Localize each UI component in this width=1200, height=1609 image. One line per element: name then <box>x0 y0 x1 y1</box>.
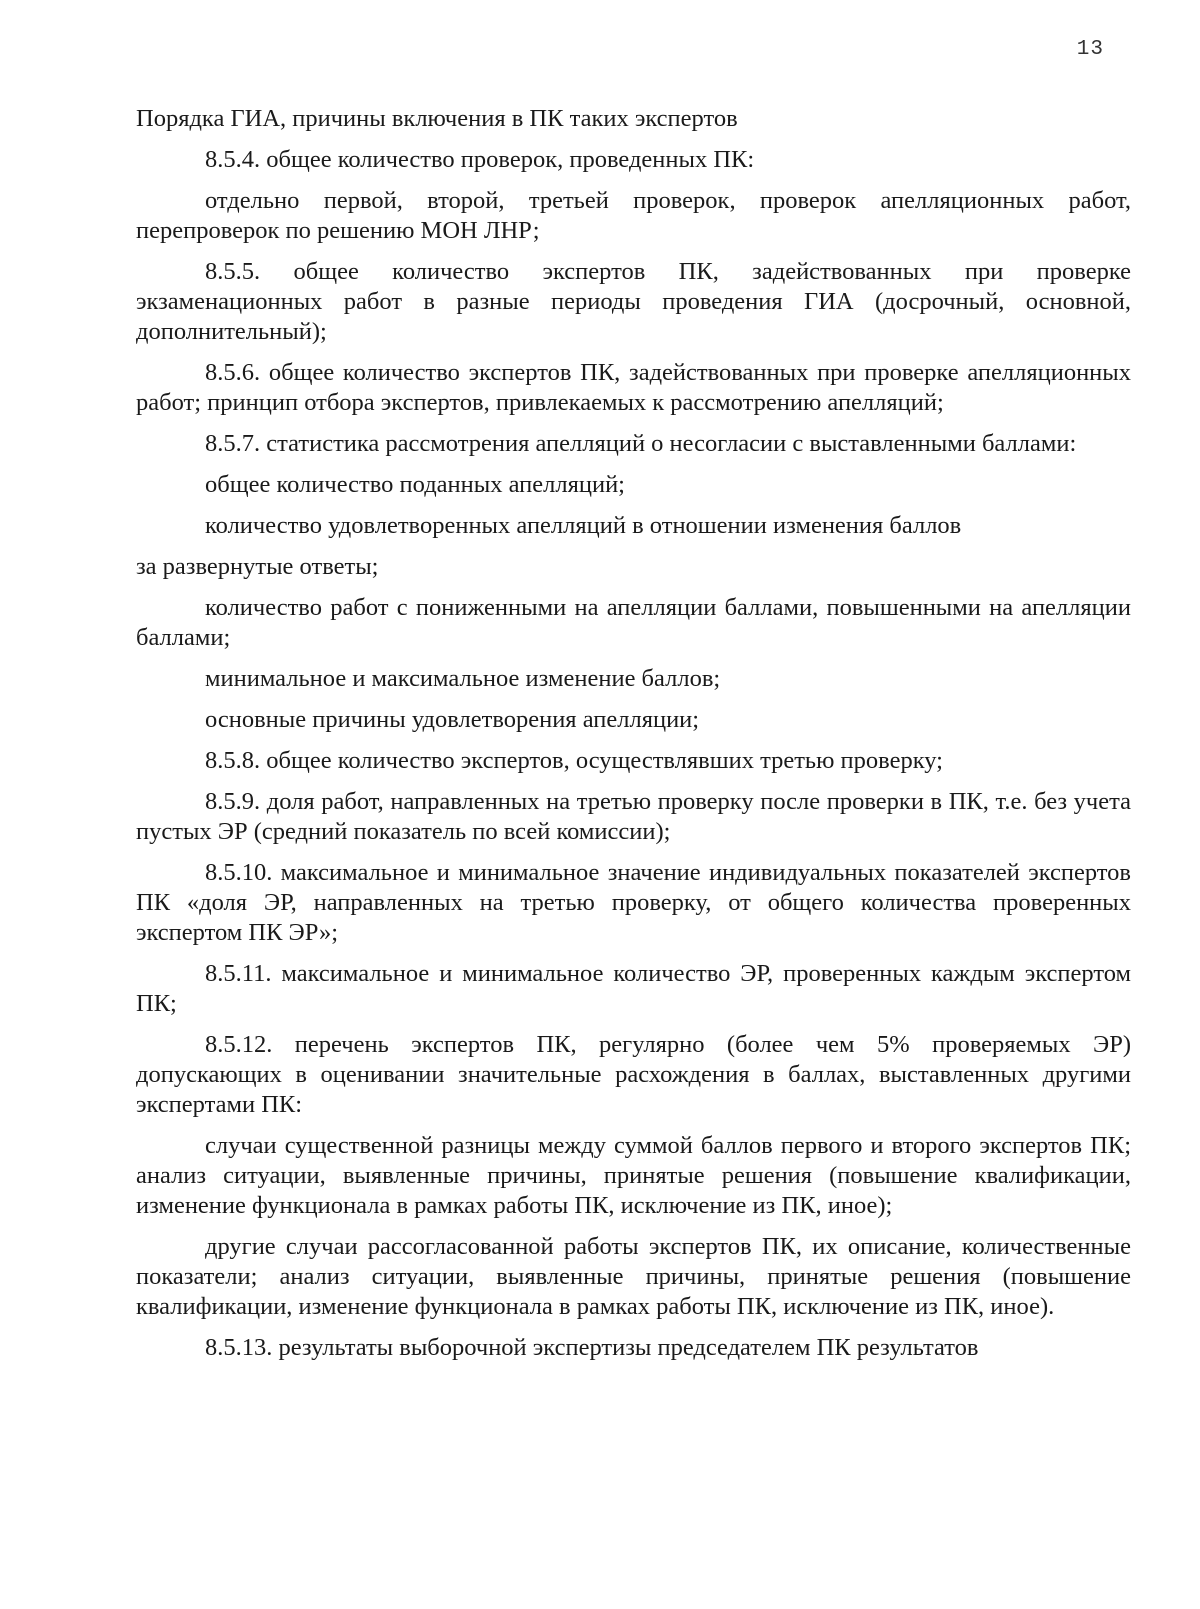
paragraph: минимальное и максимальное изменение баллов; <box>205 665 721 692</box>
page-number: 13 <box>1076 38 1104 61</box>
paragraph: 8.5.11. максимальное и минимальное количество ЭР, проверенных каждым экспертом ПК; <box>136 960 1131 1017</box>
paragraph: 8.5.8. общее количество экспертов, осуществлявших третью проверку; <box>205 747 943 774</box>
paragraph: 8.5.9. доля работ, направленных на третью проверку после проверки в ПК, т.е. без учета пустых ЭР (средний показатель по всей комиссии); <box>136 788 1131 845</box>
paragraph: количество работ с пониженными на апелляции баллами, повышенными на апелляции баллами; <box>136 594 1131 651</box>
paragraph: количество удовлетворенных апелляций в отношении изменения баллов <box>205 512 962 539</box>
paragraph: другие случаи рассогласованной работы экспертов ПК, их описание, количественные показатели; анализ ситуации, выявленные причины, принятые решения (повышение квалификации, изменение функционала в рамках работы ПК, исключение из ПК, иное). <box>136 1233 1131 1320</box>
paragraph: 8.5.4. общее количество проверок, проведенных ПК: <box>205 146 755 173</box>
document-body <box>136 104 1131 1374</box>
paragraph: общее количество поданных апелляций; <box>205 471 625 498</box>
paragraph: отдельно первой, второй, третьей проверок, проверок апелляционных работ, перепроверок по решению МОН ЛНР; <box>136 187 1131 244</box>
paragraph: основные причины удовлетворения апелляции; <box>205 706 700 733</box>
paragraph: 8.5.10. максимальное и минимальное значение индивидуальных показателей экспертов ПК «доля ЭР, направленных на третью проверку, от общего количества проверенных экспертом ПК ЭР»; <box>136 859 1131 946</box>
paragraph: 8.5.5. общее количество экспертов ПК, задействованных при проверке экзаменационных работ в разные периоды проведения ГИА (досрочный, основной, дополнительный); <box>136 258 1131 345</box>
paragraph: случаи существенной разницы между суммой баллов первого и второго экспертов ПК; анализ ситуации, выявленные причины, принятые решения (повышение квалификации, изменение функционала в рамках работы ПК, исключение из ПК, иное); <box>136 1132 1131 1219</box>
paragraph: 8.5.7. статистика рассмотрения апелляций о несогласии с выставленными баллами: <box>205 430 1077 457</box>
paragraph: 8.5.12. перечень экспертов ПК, регулярно (более чем 5% проверяемых ЭР) допускающих в оценивании значительные расхождения в баллах, выставленных другими экспертами ПК: <box>136 1031 1131 1118</box>
paragraph: 8.5.13. результаты выборочной экспертизы председателем ПК результатов <box>205 1334 979 1361</box>
paragraph: за развернутые ответы; <box>136 553 379 580</box>
paragraph: 8.5.6. общее количество экспертов ПК, задействованных при проверке апелляционных работ; принцип отбора экспертов, привлекаемых к рассмотрению апелляций; <box>136 359 1131 416</box>
paragraph: Порядка ГИА, причины включения в ПК таких экспертов <box>136 105 738 132</box>
